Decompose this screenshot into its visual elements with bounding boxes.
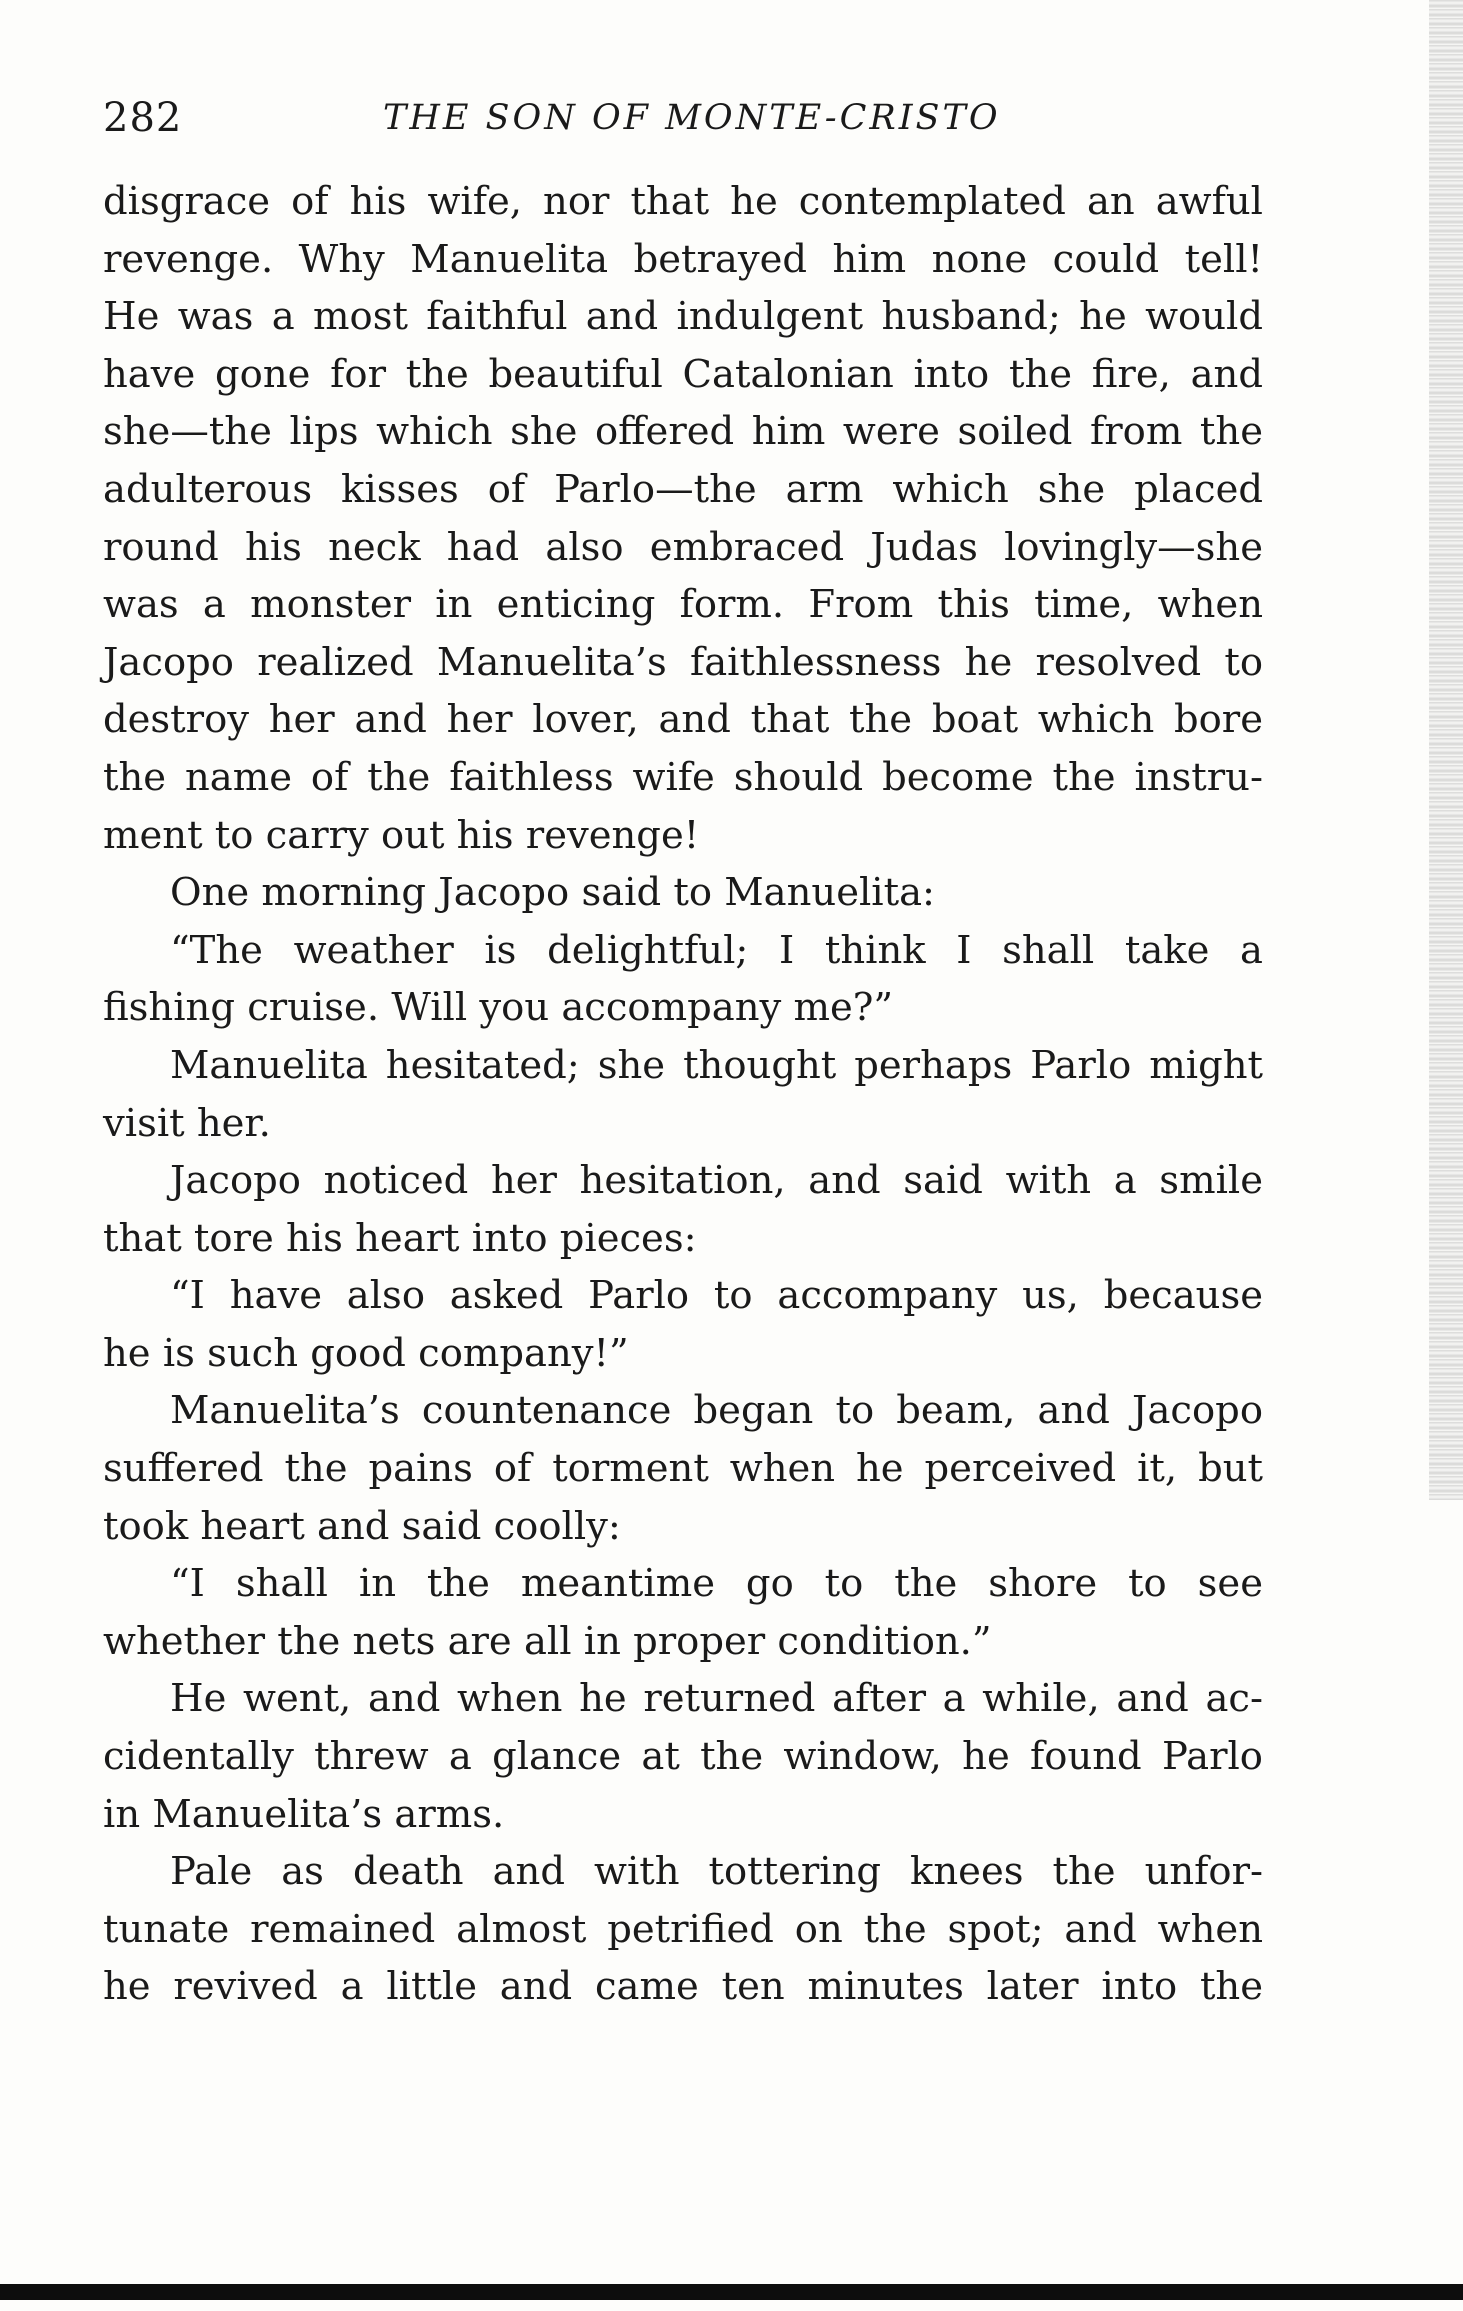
text-line: disgrace of his wife, nor that he contemplated an awful bbox=[103, 179, 1263, 224]
text-line: she—the lips which she offered him were soiled from the bbox=[103, 409, 1263, 455]
text-line: Manuelita’s countenance began to beam, and Jacopo bbox=[170, 1388, 1263, 1434]
text-line: visit her. bbox=[103, 1100, 271, 1146]
text-line: have gone for the beautiful Catalonian into the fire, and bbox=[103, 351, 1263, 397]
text-line: he is such good company!” bbox=[103, 1330, 629, 1376]
text-line: tunate remained almost petrified on the spot; and when bbox=[103, 1906, 1263, 1952]
text-line: round his neck had also embraced Judas lovingly—she bbox=[103, 524, 1263, 570]
text-line: revenge. Why Manuelita betrayed him none could tell! bbox=[103, 236, 1263, 282]
text-line: suffered the pains of torment when he perceived it, but bbox=[103, 1446, 1263, 1492]
text-line: He went, and when he returned after a while, and ac- bbox=[170, 1676, 1263, 1722]
text-line: whether the nets are all in proper condition.” bbox=[103, 1618, 992, 1664]
text-line: was a monster in enticing form. From this time, when bbox=[103, 582, 1263, 628]
text-line: cidentally threw a glance at the window, he found Parlo bbox=[103, 1734, 1263, 1780]
text-line: Jacopo noticed her hesitation, and said with a smile bbox=[170, 1158, 1263, 1204]
text-line: “I have also asked Parlo to accompany us, because bbox=[170, 1273, 1263, 1319]
text-line: Jacopo realized Manuelita’s faithlessness he resolved to bbox=[103, 639, 1263, 685]
text-line: adulterous kisses of Parlo—the arm which she placed bbox=[103, 466, 1263, 512]
page-number: 282 bbox=[103, 95, 183, 141]
bottom-rule bbox=[0, 2284, 1463, 2300]
text-line: Pale as death and with tottering knees the unfor- bbox=[170, 1849, 1263, 1895]
text-line: in Manuelita’s arms. bbox=[103, 1791, 505, 1837]
text-line: the name of the faithless wife should become the instru- bbox=[103, 754, 1263, 800]
page-header bbox=[103, 88, 1263, 148]
text-line: “The weather is delightful; I think I shall take a bbox=[170, 927, 1263, 973]
page-edge-shadow bbox=[1429, 0, 1463, 1500]
text-line: fishing cruise. Will you accompany me?” bbox=[103, 985, 894, 1031]
text-line: One morning Jacopo said to Manuelita: bbox=[170, 870, 936, 916]
text-line: he revived a little and came ten minutes later into the bbox=[103, 1964, 1263, 2010]
text-line: ment to carry out his revenge! bbox=[103, 812, 700, 858]
running-title: THE SON OF MONTE-CRISTO bbox=[383, 98, 1001, 138]
text-line: “I shall in the meantime go to the shore to see bbox=[170, 1561, 1263, 1607]
body-text bbox=[103, 173, 1263, 2016]
text-line: took heart and said coolly: bbox=[103, 1503, 621, 1549]
text-line: He was a most faithful and indulgent husband; he would bbox=[103, 294, 1263, 340]
text-line: that tore his heart into pieces: bbox=[103, 1215, 697, 1261]
text-line: Manuelita hesitated; she thought perhaps Parlo might bbox=[170, 1042, 1263, 1088]
text-line: destroy her and her lover, and that the boat which bore bbox=[103, 697, 1263, 743]
